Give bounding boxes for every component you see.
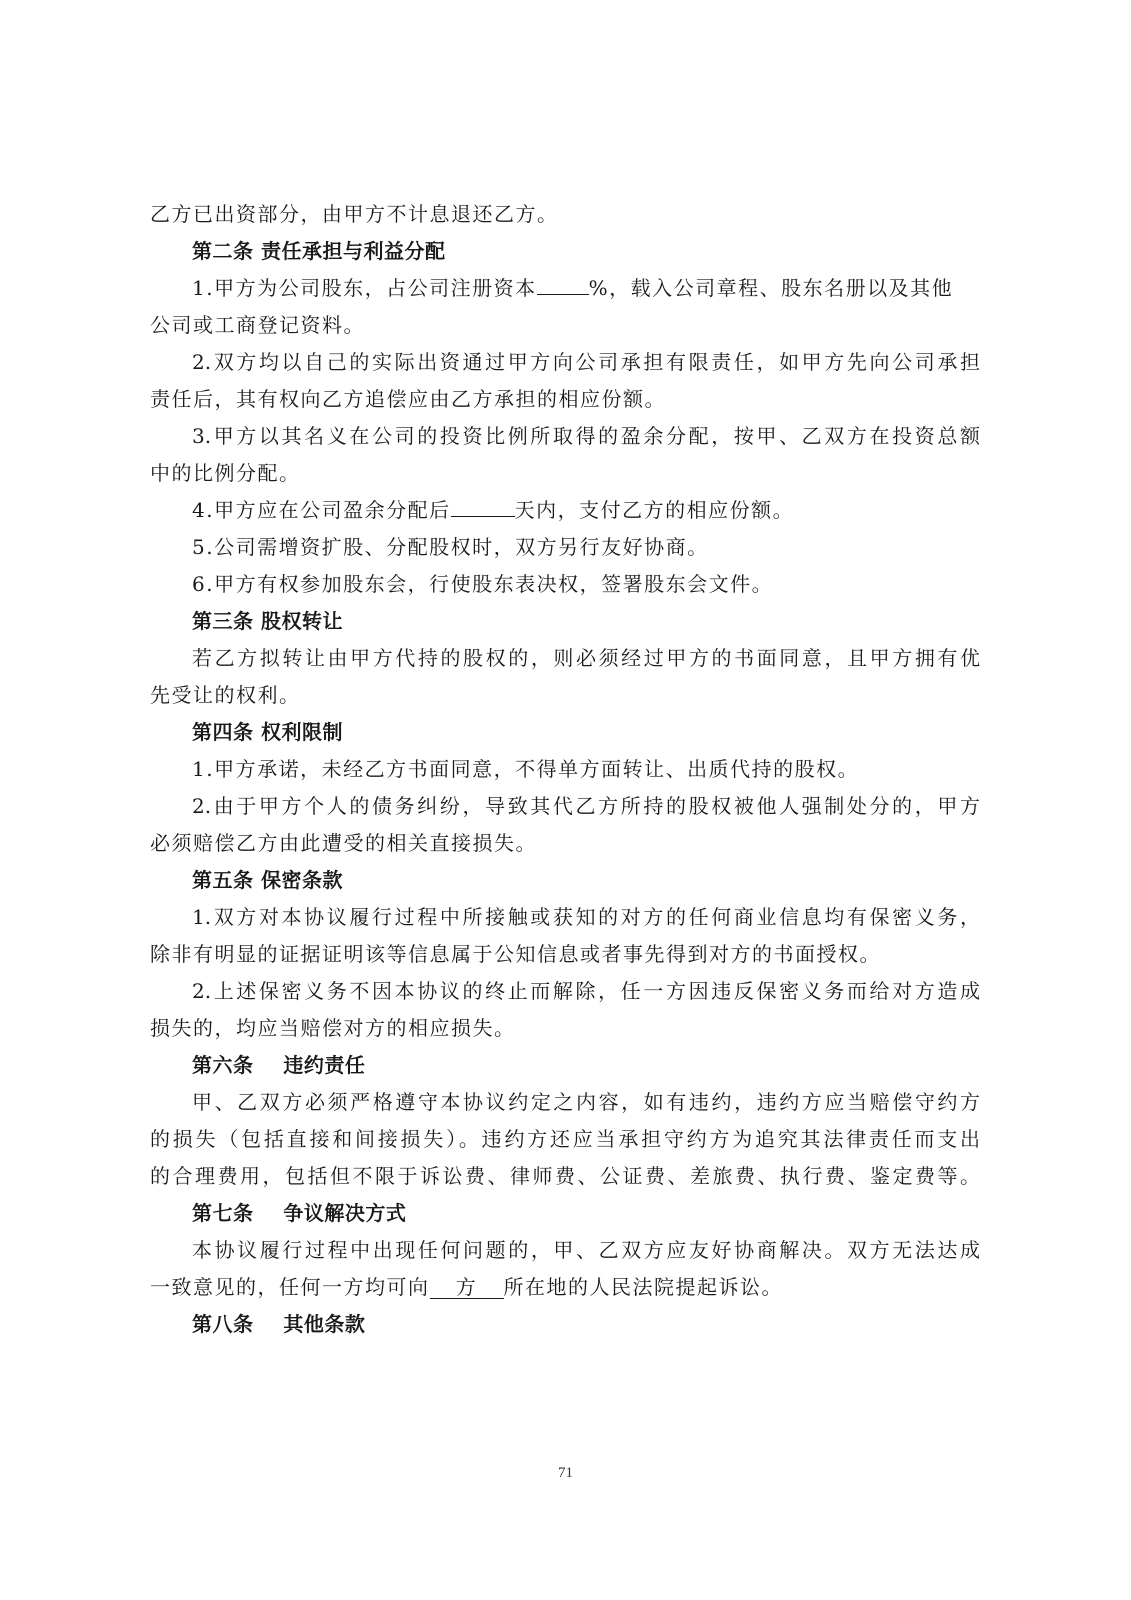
paragraph-line: 必须赔偿乙方由此遭受的相关直接损失。 bbox=[150, 831, 537, 855]
paragraph-line: 本协议履行过程中出现任何问题的，甲、乙双方应友好协商解决。双方无法达成 bbox=[192, 1238, 980, 1262]
page-number: 71 bbox=[558, 1465, 573, 1481]
section-heading-4: 第四条 权利限制 bbox=[192, 720, 343, 744]
paragraph-line: 中的比例分配。 bbox=[150, 461, 301, 485]
paragraph-line bbox=[150, 270, 980, 307]
section-heading-3: 第三条 股权转让 bbox=[192, 609, 343, 633]
section-heading-7: 第七条 争议解决方式 bbox=[192, 1201, 407, 1225]
section-heading-5: 第五条 保密条款 bbox=[192, 868, 343, 892]
paragraph-line: 损失的，均应当赔偿对方的相应损失。 bbox=[150, 1016, 516, 1040]
paragraph-line: 1.甲方承诺，未经乙方书面同意，不得单方面转让、出质代持的股权。 bbox=[192, 757, 860, 781]
paragraph-line: 先受让的权利。 bbox=[150, 683, 301, 707]
paragraph-line: 2.上述保密义务不因本协议的终止而解除，任一方因违反保密义务而给对方造成 bbox=[192, 979, 980, 1003]
paragraph-line bbox=[150, 1269, 980, 1306]
paragraph-line: 乙方已出资部分，由甲方不计息退还乙方。 bbox=[150, 202, 559, 226]
paragraph-line: 若乙方拟转让由甲方代持的股权的，则必须经过甲方的书面同意，且甲方拥有优 bbox=[192, 646, 980, 670]
text-segment: 1.甲方为公司股东，占公司注册资本 bbox=[192, 276, 537, 300]
paragraph-line: 3.甲方以其名义在公司的投资比例所取得的盈余分配，按甲、乙双方在投资总额 bbox=[192, 424, 980, 448]
fill-in-blank: 方 bbox=[430, 1274, 504, 1299]
section-heading-8: 第八条 其他条款 bbox=[192, 1312, 366, 1336]
fill-in-blank bbox=[451, 492, 515, 517]
paragraph-line: 甲、乙双方必须严格遵守本协议约定之内容，如有违约，违约方应当赔偿守约方 bbox=[192, 1090, 980, 1114]
text-segment: 一致意见的，任何一方均可向 bbox=[150, 1275, 430, 1299]
paragraph-line bbox=[150, 492, 980, 529]
paragraph-line: 2.由于甲方个人的债务纠纷，导致其代乙方所持的股权被他人强制处分的，甲方 bbox=[192, 794, 980, 818]
text-segment: %，载入公司章程、股东名册以及其他 bbox=[588, 276, 954, 300]
text-segment: 天内，支付乙方的相应份额。 bbox=[514, 498, 795, 522]
paragraph-line: 5.公司需增资扩股、分配股权时，双方另行友好协商。 bbox=[192, 535, 709, 559]
text-segment: 4.甲方应在公司盈余分配后 bbox=[192, 498, 451, 522]
text-segment: 所在地的人民法院提起诉讼。 bbox=[503, 1275, 783, 1299]
document-page bbox=[150, 196, 980, 1343]
paragraph-line: 2.双方均以自己的实际出资通过甲方向公司承担有限责任，如甲方先向公司承担 bbox=[192, 350, 980, 374]
paragraph-line: 公司或工商登记资料。 bbox=[150, 313, 365, 337]
paragraph-line: 6.甲方有权参加股东会，行使股东表决权，签署股东会文件。 bbox=[192, 572, 774, 596]
fill-in-blank bbox=[537, 270, 589, 295]
paragraph-line: 除非有明显的证据证明该等信息属于公知信息或者事先得到对方的书面授权。 bbox=[150, 942, 881, 966]
section-heading-2: 第二条 责任承担与利益分配 bbox=[192, 239, 446, 263]
paragraph-line: 1.双方对本协议履行过程中所接触或获知的对方的任何商业信息均有保密义务， bbox=[192, 905, 980, 929]
paragraph-line: 责任后，其有权向乙方追偿应由乙方承担的相应份额。 bbox=[150, 387, 666, 411]
section-heading-6: 第六条 违约责任 bbox=[192, 1053, 366, 1077]
paragraph-line: 的损失（包括直接和间接损失）。违约方还应当承担守约方为追究其法律责任而支出 bbox=[150, 1127, 980, 1151]
paragraph-line: 的合理费用，包括但不限于诉讼费、律师费、公证费、差旅费、执行费、鉴定费等。 bbox=[150, 1164, 980, 1188]
